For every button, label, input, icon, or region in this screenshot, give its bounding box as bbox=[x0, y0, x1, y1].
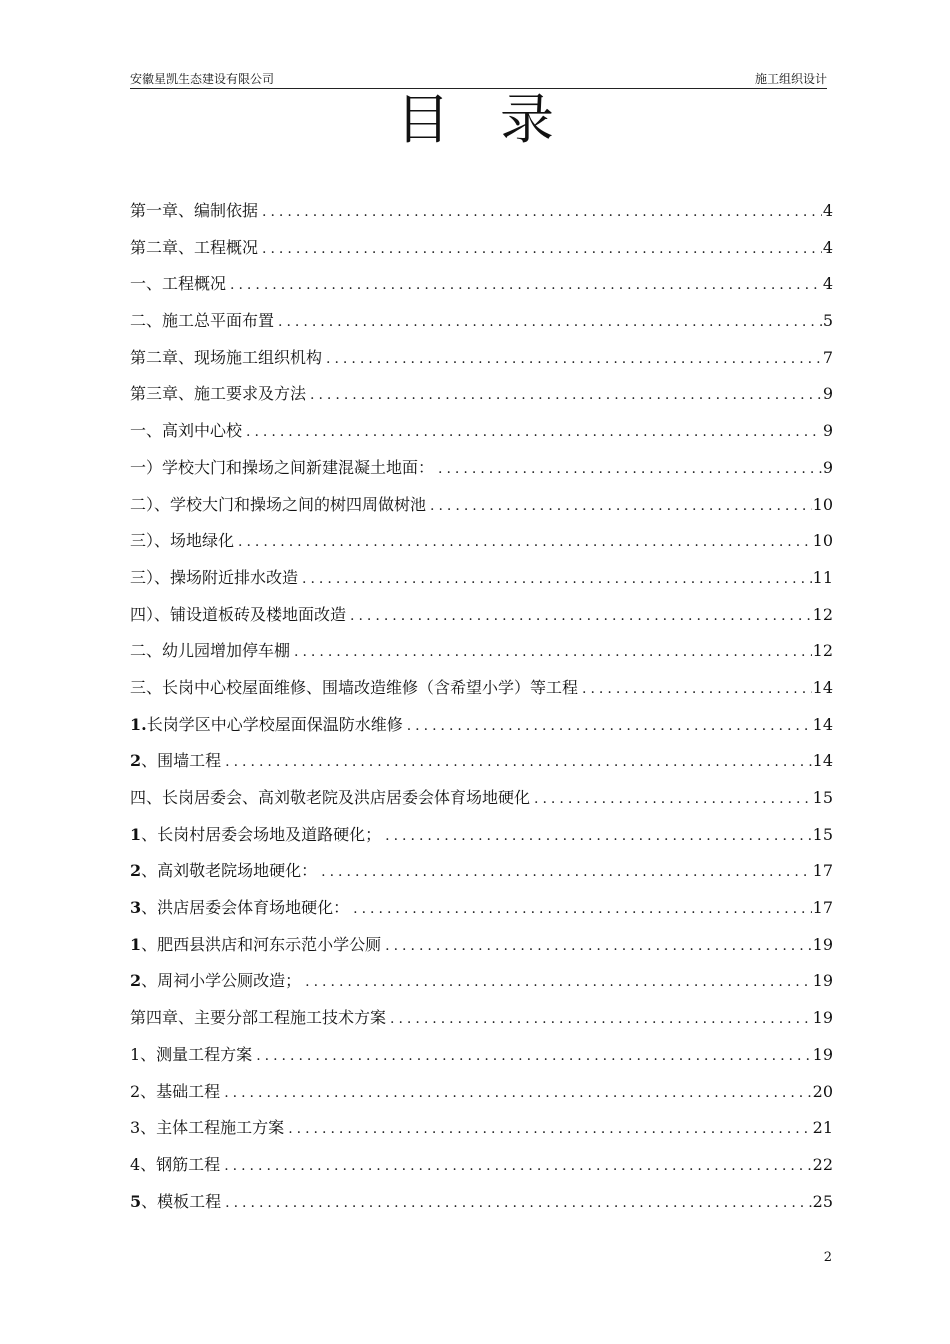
toc-entry-text bbox=[130, 266, 226, 303]
toc-entry-page: 10 bbox=[812, 494, 833, 514]
toc-entry-page: 19 bbox=[812, 971, 833, 991]
toc-entry-label: 三、长岗中心校屋面维修、围墙改造维修（含希望小学）等工程 bbox=[130, 677, 579, 697]
toc-entry-text bbox=[130, 1037, 252, 1074]
toc-entry-page: 15 bbox=[812, 788, 833, 807]
toc-dot-leader bbox=[225, 1185, 811, 1222]
toc-entry-label: 二）、学校大门和操场之间的树四周做树池 bbox=[130, 494, 427, 514]
toc-entry-number: 2 bbox=[130, 861, 142, 881]
toc-entry[interactable] bbox=[130, 1147, 833, 1184]
toc-entry-page: 10 bbox=[812, 531, 833, 551]
toc-entry[interactable] bbox=[130, 890, 833, 927]
toc-entry-page: 21 bbox=[812, 1118, 833, 1138]
toc-dot-leader bbox=[534, 781, 812, 818]
toc-entry[interactable] bbox=[130, 1074, 833, 1111]
toc-dot-leader bbox=[310, 377, 822, 414]
toc-entry-text bbox=[130, 487, 426, 524]
toc-entry-page: 14 bbox=[812, 751, 833, 771]
toc-entry[interactable] bbox=[130, 487, 833, 524]
toc-entry[interactable] bbox=[130, 817, 833, 854]
toc-entry-number: 5 bbox=[130, 1191, 142, 1211]
toc-entry-text bbox=[130, 450, 434, 487]
toc-entry-text bbox=[130, 340, 322, 377]
toc-entry-page: 9 bbox=[822, 457, 833, 477]
toc-dot-leader bbox=[350, 598, 812, 635]
toc-entry-text bbox=[130, 303, 274, 340]
toc-dot-leader bbox=[238, 524, 812, 561]
toc-entry-text bbox=[130, 1110, 284, 1147]
toc-entry-text bbox=[130, 1184, 221, 1221]
toc-entry-page: 20 bbox=[812, 1081, 833, 1101]
toc-entry[interactable] bbox=[130, 633, 833, 670]
toc-entry-label: 二、幼儿园增加停车棚 bbox=[130, 641, 291, 661]
toc-entry-number: 1 bbox=[130, 934, 142, 954]
toc-entry-text bbox=[130, 413, 242, 450]
toc-entry[interactable] bbox=[130, 1037, 833, 1074]
toc-entry-label: 一）学校大门和操场之间新建混凝土地面： bbox=[130, 457, 435, 477]
toc-entry-page: 5 bbox=[822, 311, 833, 331]
toc-entry-text bbox=[130, 523, 234, 560]
toc-dot-leader bbox=[407, 708, 812, 745]
toc-entry-text bbox=[130, 853, 317, 890]
toc-dot-leader bbox=[278, 304, 822, 341]
toc-entry-text bbox=[130, 707, 403, 744]
toc-entry-label: 第二章、工程概况 bbox=[130, 237, 259, 257]
toc-dot-leader bbox=[246, 414, 822, 451]
toc-entry-label: 、模板工程 bbox=[141, 1191, 222, 1211]
toc-dot-leader bbox=[385, 928, 811, 965]
toc-entry[interactable] bbox=[130, 450, 833, 487]
toc-entry-label: 一、高刘中心校 bbox=[130, 421, 243, 441]
toc-entry-number: 2 bbox=[130, 751, 142, 771]
toc-entry[interactable] bbox=[130, 376, 833, 413]
toc-entry[interactable] bbox=[130, 597, 833, 634]
toc-entry-text bbox=[130, 633, 290, 670]
toc-entry-label: 1、测量工程方案 bbox=[130, 1044, 253, 1064]
toc-dot-leader bbox=[353, 891, 811, 928]
toc-entry-page: 14 bbox=[812, 677, 833, 697]
toc-entry-text bbox=[130, 1000, 386, 1037]
header-doc-type: 施工组织设计 bbox=[754, 72, 827, 86]
toc-entry[interactable] bbox=[130, 1184, 833, 1221]
toc-entry-text bbox=[130, 193, 258, 230]
toc-dot-leader bbox=[294, 634, 812, 671]
toc-dot-leader bbox=[262, 231, 822, 268]
toc-entry[interactable] bbox=[130, 193, 833, 230]
toc-entry-label: 、高刘敬老院场地硬化： bbox=[141, 861, 318, 881]
toc-dot-leader bbox=[438, 451, 822, 488]
header-company: 安徽星凯生态建设有限公司 bbox=[130, 72, 275, 86]
toc-entry-text bbox=[130, 230, 258, 267]
toc-entry-label: 4、钢筋工程 bbox=[130, 1154, 221, 1174]
toc-entry-text bbox=[130, 376, 306, 413]
page-number: 2 bbox=[823, 1250, 832, 1265]
toc-entry-page: 19 bbox=[812, 1044, 833, 1064]
toc-entry-label: 二、施工总平面布置 bbox=[130, 311, 275, 331]
toc-entry-page: 11 bbox=[812, 567, 833, 587]
toc-entry-page: 4 bbox=[822, 237, 833, 257]
toc-entry-label: 第一章、编制依据 bbox=[130, 201, 259, 220]
toc-entry-page: 22 bbox=[812, 1154, 833, 1174]
toc-entry-page: 14 bbox=[812, 714, 833, 734]
toc-entry-text bbox=[130, 963, 301, 1000]
toc-entry-label: 第四章、主要分部工程施工技术方案 bbox=[130, 1008, 387, 1028]
toc-entry[interactable] bbox=[130, 413, 833, 450]
toc-entry[interactable] bbox=[130, 670, 833, 707]
toc-entry-page: 15 bbox=[812, 824, 833, 844]
toc-entry[interactable] bbox=[130, 853, 833, 890]
toc-entry-text bbox=[130, 817, 381, 854]
toc-entry[interactable] bbox=[130, 963, 833, 1000]
toc-entry-label: 长岗学区中心学校屋面保温防水维修 bbox=[146, 714, 403, 734]
toc-entry-page: 12 bbox=[812, 641, 833, 661]
toc-entry-label: 第二章、现场施工组织机构 bbox=[130, 347, 323, 367]
toc-entry[interactable] bbox=[130, 230, 833, 267]
toc-entry-page: 25 bbox=[812, 1191, 833, 1211]
toc-entry[interactable] bbox=[130, 340, 833, 377]
toc-entry-page: 12 bbox=[812, 604, 833, 624]
toc-entry-page: 17 bbox=[812, 861, 833, 881]
toc-entry[interactable] bbox=[130, 266, 833, 303]
toc-entry-number: 3 bbox=[130, 898, 142, 918]
toc-dot-leader bbox=[288, 1111, 811, 1148]
toc-entry-label: 3、主体工程施工方案 bbox=[130, 1118, 285, 1138]
toc-entry-text bbox=[130, 1074, 220, 1111]
toc-entry-page: 19 bbox=[812, 934, 833, 954]
toc-entry-text bbox=[130, 560, 298, 597]
toc-entry-label: 、肥西县洪店和河东示范小学公厕 bbox=[141, 934, 382, 954]
toc-entry-label: 、围墙工程 bbox=[141, 751, 222, 771]
toc-dot-leader bbox=[582, 671, 812, 708]
toc-entry-number: 1 bbox=[130, 824, 142, 844]
toc-entry-number: 2 bbox=[130, 971, 142, 991]
toc-entry-text bbox=[130, 927, 381, 964]
toc-entry-text bbox=[130, 670, 578, 707]
toc-entry-text bbox=[130, 597, 346, 634]
toc-entry-label: 四）、铺设道板砖及楼地面改造 bbox=[130, 604, 347, 624]
toc-entry[interactable] bbox=[130, 523, 833, 560]
toc-entry[interactable] bbox=[130, 743, 833, 780]
toc-entry-label: 第三章、施工要求及方法 bbox=[130, 384, 307, 404]
toc-entry[interactable] bbox=[130, 707, 833, 744]
toc-entry[interactable] bbox=[130, 1110, 833, 1147]
table-of-contents bbox=[130, 193, 833, 1220]
toc-entry-text bbox=[130, 780, 530, 817]
toc-entry[interactable] bbox=[130, 560, 833, 597]
toc-entry-label: 三）、场地绿化 bbox=[130, 531, 235, 551]
toc-dot-leader bbox=[230, 267, 822, 304]
toc-entry-label: 、长岗村居委会场地及道路硬化； bbox=[141, 824, 382, 844]
toc-entry[interactable] bbox=[130, 303, 833, 340]
toc-dot-leader bbox=[302, 561, 812, 598]
toc-entry-label: 2、基础工程 bbox=[130, 1081, 221, 1101]
toc-dot-leader bbox=[305, 964, 811, 1001]
toc-entry-text bbox=[130, 1147, 220, 1184]
toc-entry-label: 、洪店居委会体育场地硬化： bbox=[141, 898, 350, 918]
toc-entry-label: 四、长岗居委会、高刘敬老院及洪店居委会体育场地硬化 bbox=[130, 788, 531, 807]
toc-dot-leader bbox=[224, 1148, 811, 1185]
toc-entry-page: 4 bbox=[822, 274, 833, 294]
toc-dot-leader bbox=[385, 818, 811, 855]
toc-entry[interactable] bbox=[130, 780, 833, 817]
toc-entry-label: 一、工程概况 bbox=[130, 274, 227, 294]
toc-dot-leader bbox=[321, 854, 811, 891]
toc-entry-page: 9 bbox=[822, 384, 833, 404]
toc-entry-label: 三）、操场附近排水改造 bbox=[130, 567, 299, 587]
toc-dot-leader bbox=[262, 194, 822, 231]
toc-title: 目录 bbox=[396, 88, 604, 151]
toc-dot-leader bbox=[256, 1038, 811, 1075]
toc-dot-leader bbox=[225, 744, 811, 781]
toc-entry-text bbox=[130, 890, 349, 927]
toc-dot-leader bbox=[390, 1001, 812, 1038]
toc-dot-leader bbox=[224, 1075, 811, 1112]
toc-entry-page: 17 bbox=[812, 898, 833, 918]
toc-entry-page: 7 bbox=[822, 347, 833, 367]
toc-entry[interactable] bbox=[130, 927, 833, 964]
toc-dot-leader bbox=[326, 341, 822, 378]
toc-entry-page: 9 bbox=[822, 421, 833, 441]
toc-entry[interactable] bbox=[130, 1000, 833, 1037]
toc-entry-label: 、周祠小学公厕改造； bbox=[141, 971, 302, 991]
toc-dot-leader bbox=[430, 488, 812, 525]
toc-entry-page: 19 bbox=[812, 1008, 833, 1028]
toc-entry-page: 4 bbox=[822, 201, 833, 220]
toc-entry-text bbox=[130, 743, 221, 780]
toc-entry-number: 1. bbox=[130, 714, 147, 734]
